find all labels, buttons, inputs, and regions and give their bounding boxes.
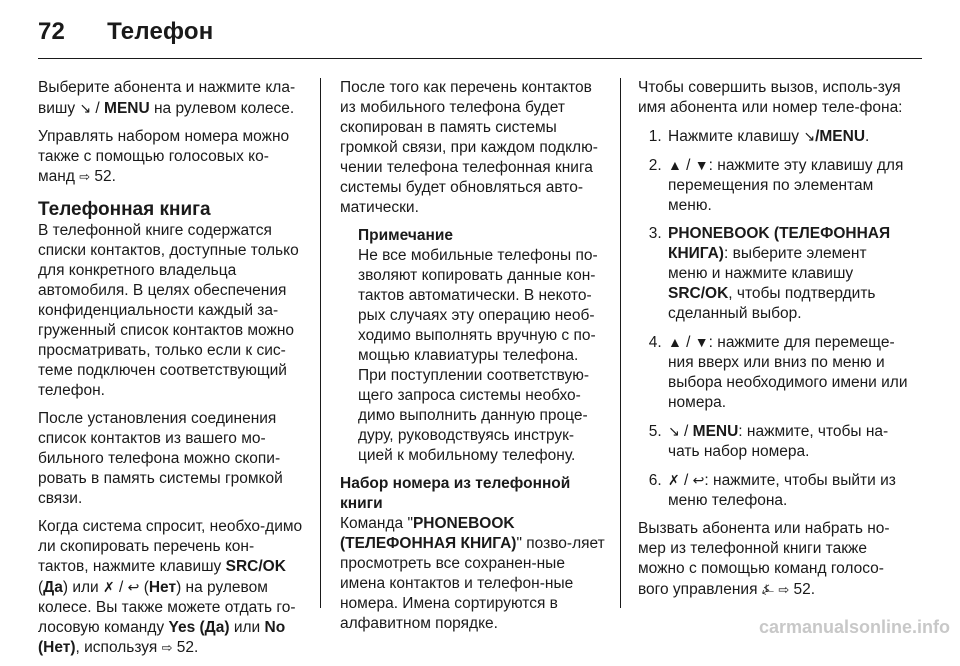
phone-icon: ↘ xyxy=(79,100,92,116)
phone-icon: ↘ xyxy=(668,423,680,439)
mute-icon: ✗ xyxy=(103,579,115,595)
subsection-heading-dial: Набор номера из телефонной книги xyxy=(340,475,571,512)
arrow-ref-icon: ⇨ xyxy=(79,169,91,184)
arrow-ref-icon: ⇨ xyxy=(161,640,173,655)
list-item: 4. ▲ / ▼: нажмите для перемеще-ния вверх или вниз по меню и выбора необходимого имени или номера. xyxy=(666,332,908,413)
paragraph: После того как перечень контактов из мобильного телефона будет скопирован в память системы громкой связи, при каждом подклю-чении телефона телефонная книга системы будет обновляться авто-матически. xyxy=(340,79,598,216)
list-item: 1. Нажмите клавишу ↘/MENU. xyxy=(666,126,908,147)
paragraph: Выберите абонента и нажмите кла-вишу ↘ / MENU на рулевом колесе. xyxy=(38,79,296,117)
column-divider xyxy=(620,78,621,608)
arrow-ref-icon: ⇨ xyxy=(778,582,790,597)
paragraph: Команда "PHONEBOOK (ТЕЛЕФОННАЯ КНИГА)" позво-ляет просмотреть все сохранен-ные имена контактов и телефон-ные номера. Имена сортируются в алфавитном порядке. xyxy=(340,515,605,632)
paragraph: После установления соединения список контактов из вашего мо-бильного телефона можно скопи-ровать в память системы громкой связи. xyxy=(38,410,283,507)
steps-list xyxy=(638,126,908,511)
phone-icon: ↘ xyxy=(803,128,816,144)
up-arrow-icon: ▲ xyxy=(668,334,682,350)
down-arrow-icon: ▼ xyxy=(694,334,709,350)
list-item: 5. ↘ / MENU: нажмите, чтобы на-чать набор номера. xyxy=(666,421,908,462)
paragraph: Чтобы совершить вызов, исполь-зуя имя абонента или номер теле-фона: xyxy=(638,79,903,116)
page-number: 72 xyxy=(38,18,66,45)
note-box xyxy=(340,226,606,466)
paragraph: Вызвать абонента или набрать но-мер из телефонной книги также можно с помощью команд голосо-вого управления ⍼ ⇨ 52. xyxy=(638,520,890,598)
list-item: 3. PHONEBOOK (ТЕЛЕФОННАЯ КНИГА): выберите элемент меню и нажмите клавишу SRC/OK, чтобы подтвердить сделанный выбор. xyxy=(666,224,908,324)
section-heading-phonebook: Телефонная книга xyxy=(38,199,211,220)
page-header xyxy=(38,18,213,46)
watermark: carmanualsonline.info xyxy=(758,617,950,637)
mute-icon: ✗ xyxy=(668,472,680,488)
column-divider xyxy=(320,78,321,608)
page-title: Телефон xyxy=(107,18,214,45)
up-arrow-icon: ▲ xyxy=(668,157,682,173)
paragraph: Управлять набором номера можно также с помощью голосовых ко-манд ⇨ 52. xyxy=(38,128,290,185)
down-arrow-icon: ▼ xyxy=(694,157,709,173)
column-1 xyxy=(38,78,304,666)
list-item: 2. ▲ / ▼: нажмите эту клавишу для перемещения по элементам меню. xyxy=(666,155,908,216)
list-item: 6. ✗ / ↩: нажмите, чтобы выйти из меню телефона. xyxy=(666,470,908,511)
back-icon: ↩ xyxy=(692,472,705,488)
paragraph: Когда система спросит, необхо-димо ли скопировать перечень кон-тактов, нажмите клавишу SRC/OK (Да) или ✗ / ↩ (Нет) на рулевом колесе. Вы также можете отдать го-лосовую команду Yes (Да) или No (Нет), используя ⇨ 52. xyxy=(38,518,303,656)
note-text: Не все мобильные телефоны по-зволяют копировать данные кон-тактов автоматически. В некото-рых случаях эту операцию необ-ходимо выполнять вручную с по-мощью клавиатуры телефона. При поступлении соответствую-щего запроса системы необхо-димо выполнить данную проце-дуру, руководствуясь инструк-цией к мобильному телефону. xyxy=(358,247,598,464)
back-icon: ↩ xyxy=(127,579,140,595)
column-3 xyxy=(638,78,908,608)
header-rule xyxy=(38,58,922,59)
note-title: Примечание xyxy=(358,227,453,244)
paragraph: В телефонной книге содержатся списки контактов, доступные только для конкретного владельца автомобиля. В целях обеспечения конфиденциальности каждый за-груженный список контактов можно просматривать, только если к сис-теме подключен соответствующий телефон. xyxy=(38,222,299,399)
voice-icon: ⍼ xyxy=(761,581,774,597)
column-2 xyxy=(340,78,606,642)
